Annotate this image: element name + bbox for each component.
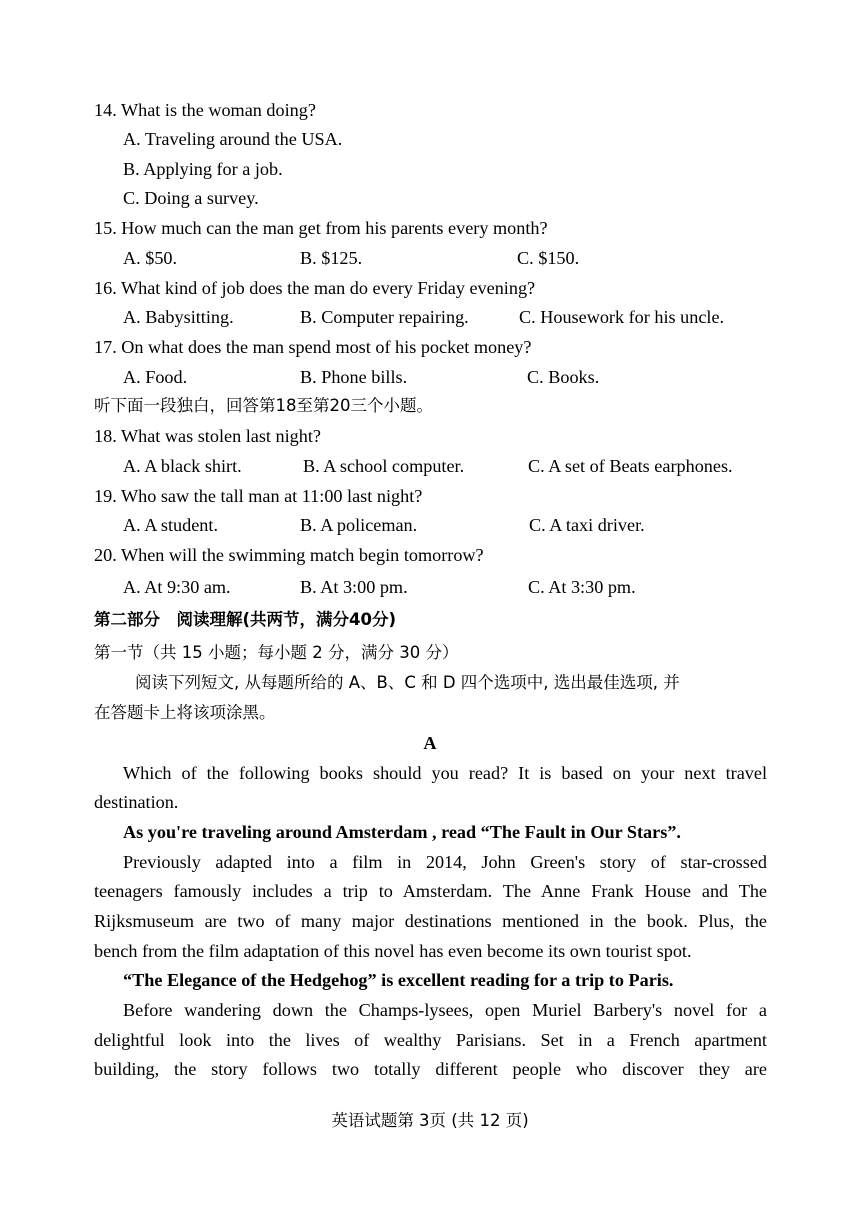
question-14-option-c: C. Doing a survey. (123, 188, 259, 208)
question-17-option-b: B. Phone bills. (300, 367, 408, 387)
passage-para1-line3: Rijksmuseum are two of many major destinations mentioned in the book. Plus, the (94, 911, 767, 931)
question-20-stem: 20. When will the swimming match begin tomorrow? (94, 545, 484, 565)
section1-title: 第一节（共 15 小题；每小题 2 分，满分 30 分） (94, 643, 459, 662)
question-17-stem: 17. On what does the man spend most of his pocket money? (94, 337, 532, 357)
monologue-instruction: 听下面一段独白，回答第18至第20三个小题。 (94, 396, 433, 415)
passage-heading-1: As you're traveling around Amsterdam , read “The Fault in Our Stars”. (123, 822, 681, 842)
passage-para1-line2: teenagers famously includes a trip to Amsterdam. The Anne Frank House and The (94, 881, 767, 901)
page-footer: 英语试题第 3页 (共 12 页) (331, 1111, 529, 1130)
question-20-option-c: C. At 3:30 pm. (528, 577, 636, 597)
question-18-option-c: C. A set of Beats earphones. (528, 456, 733, 476)
question-14-option-b: B. Applying for a job. (123, 159, 283, 179)
question-18-option-b: B. A school computer. (303, 456, 465, 476)
question-20-option-b: B. At 3:00 pm. (300, 577, 408, 597)
question-18-stem: 18. What was stolen last night? (94, 426, 321, 446)
passage-intro-line2: destination. (94, 792, 179, 812)
question-18-option-a: A. A black shirt. (123, 456, 242, 476)
question-15-stem: 15. How much can the man get from his parents every month? (94, 218, 548, 238)
passage-heading-2: “The Elegance of the Hedgehog” is excellent reading for a trip to Paris. (123, 970, 674, 990)
question-16-stem: 16. What kind of job does the man do every Friday evening? (94, 278, 536, 298)
question-16-option-b: B. Computer repairing. (300, 307, 469, 327)
part2-title: 第二部分 阅读理解(共两节，满分40分) (94, 610, 397, 629)
passage-intro-line1: Which of the following books should you read? It is based on your next travel (123, 763, 767, 783)
passage-para2-line3: building, the story follows two totally different people who discover they are (94, 1059, 767, 1079)
question-19-option-b: B. A policeman. (300, 515, 418, 535)
passage-para1-line4: bench from the film adaptation of this novel has even become its own tourist spot. (94, 941, 692, 961)
question-14-stem: 14. What is the woman doing? (94, 100, 316, 120)
question-19-option-c: C. A taxi driver. (529, 515, 645, 535)
question-15-option-c: C. $150. (517, 248, 580, 268)
question-17-option-c: C. Books. (527, 367, 600, 387)
question-15-option-b: B. $125. (300, 248, 363, 268)
passage-label: A (423, 733, 437, 753)
question-17-option-a: A. Food. (123, 367, 188, 387)
question-16-option-c: C. Housework for his uncle. (519, 307, 725, 327)
question-15-option-a: A. $50. (123, 248, 178, 268)
question-16-option-a: A. Babysitting. (123, 307, 234, 327)
question-14-option-a: A. Traveling around the USA. (123, 129, 343, 149)
question-19-stem: 19. Who saw the tall man at 11:00 last night? (94, 486, 423, 506)
passage-para2-line1: Before wandering down the Champs-lysees, open Muriel Barbery's novel for a (123, 1000, 767, 1020)
section1-instruction-line1: 阅读下列短文, 从每题所给的 A、B、C 和 D 四个选项中, 选出最佳选项, 并 (135, 673, 680, 692)
section1-instruction-line2: 在答题卡上将该项涂黑。 (94, 703, 276, 722)
question-20-option-a: A. At 9:30 am. (123, 577, 231, 597)
question-19-option-a: A. A student. (123, 515, 218, 535)
passage-para2-line2: delightful look into the lives of wealthy Parisians. Set in a French apartment (94, 1030, 767, 1050)
passage-para1-line1: Previously adapted into a film in 2014, John Green's story of star-crossed (123, 852, 767, 872)
